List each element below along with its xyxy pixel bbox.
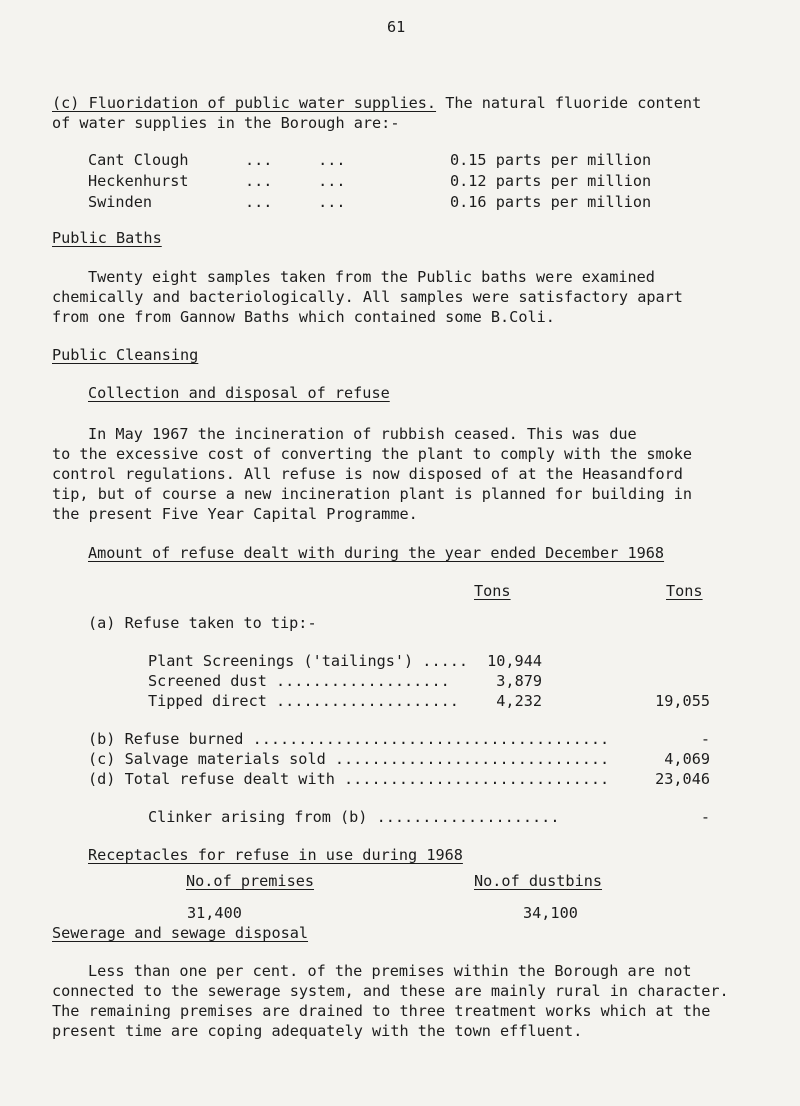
- cleansing-line-5: the present Five Year Capital Programme.: [52, 505, 418, 523]
- fluoride-value-2: 0.12 parts per million: [450, 172, 652, 190]
- fluoridation-heading: (c) Fluoridation of public water supplies.: [52, 94, 437, 112]
- refuse-a-item-2-label: Screened dust ...................: [148, 672, 450, 690]
- receptacles-heading: Receptacles for refuse in use during 1968: [88, 846, 463, 864]
- public-baths-line-3: from one from Gannow Baths which contained some B.Coli.: [52, 308, 555, 326]
- refuse-a-item-3-tons: 4,232: [496, 692, 542, 710]
- refuse-col1-header: Tons: [474, 582, 511, 600]
- fluoride-leader-1: ... ...: [245, 151, 346, 169]
- cleansing-line-4: tip, but of course a new incineration plant is planned for building in: [52, 485, 693, 503]
- cleansing-line-1: In May 1967 the incineration of rubbish ceased. This was due: [88, 425, 637, 443]
- refuse-b-total: -: [700, 730, 710, 748]
- fluoride-value-1: 0.15 parts per million: [450, 151, 652, 169]
- fluoridation-intro-line2: of water supplies in the Borough are:-: [52, 114, 400, 132]
- sewerage-line-4: present time are coping adequately with the town effluent.: [52, 1022, 583, 1040]
- clinker-label: Clinker arising from (b) ....................: [148, 808, 560, 826]
- refuse-a-label: (a) Refuse taken to tip:-: [88, 614, 317, 632]
- refuse-a-item-1-label: Plant Screenings ('tailings') .....: [148, 652, 469, 670]
- refuse-disposal-subheading: Collection and disposal of refuse: [88, 384, 390, 402]
- refuse-b-label: (b) Refuse burned .......................................: [88, 730, 610, 748]
- refuse-a-item-2-tons: 3,879: [496, 672, 542, 690]
- refuse-a-total: 19,055: [655, 692, 710, 710]
- receptacles-col1-header: No.of premises: [186, 872, 315, 890]
- refuse-c-label: (c) Salvage materials sold ..............................: [88, 750, 610, 768]
- public-baths-line-2: chemically and bacteriologically. All samples were satisfactory apart: [52, 288, 683, 306]
- sewerage-heading: Sewerage and sewage disposal: [52, 924, 309, 942]
- fluoride-place-2: Heckenhurst: [88, 172, 189, 190]
- dustbins-count: 34,100: [523, 904, 578, 922]
- sewerage-line-3: The remaining premises are drained to three treatment works which at the: [52, 1002, 711, 1020]
- sewerage-line-2: connected to the sewerage system, and these are mainly rural in character.: [52, 982, 729, 1000]
- fluoridation-intro-rest: The natural fluoride content: [436, 94, 702, 112]
- fluoride-place-3: Swinden: [88, 193, 153, 211]
- refuse-table-heading: Amount of refuse dealt with during the year ended December 1968: [88, 544, 665, 562]
- page-number: 61: [387, 18, 406, 36]
- fluoride-place-1: Cant Clough: [88, 151, 189, 169]
- receptacles-col2-header: No.of dustbins: [474, 872, 603, 890]
- clinker-total: -: [700, 808, 710, 826]
- fluoridation-intro-line1: [52, 94, 701, 113]
- refuse-a-item-1-tons: 10,944: [487, 652, 542, 670]
- cleansing-line-2: to the excessive cost of converting the plant to comply with the smoke: [52, 445, 693, 463]
- premises-count: 31,400: [187, 904, 242, 922]
- public-baths-heading: Public Baths: [52, 229, 162, 247]
- refuse-d-label: (d) Total refuse dealt with .............................: [88, 770, 610, 788]
- fluoride-value-3: 0.16 parts per million: [450, 193, 652, 211]
- fluoride-leader-2: ... ...: [245, 172, 346, 190]
- public-baths-line-1: Twenty eight samples taken from the Public baths were examined: [88, 268, 655, 286]
- fluoride-leader-3: ... ...: [245, 193, 346, 211]
- sewerage-line-1: Less than one per cent. of the premises within the Borough are not: [88, 962, 692, 980]
- cleansing-line-3: control regulations. All refuse is now disposed of at the Heasandford: [52, 465, 683, 483]
- refuse-c-total: 4,069: [664, 750, 710, 768]
- refuse-col2-header: Tons: [666, 582, 703, 600]
- public-cleansing-heading: Public Cleansing: [52, 346, 199, 364]
- refuse-d-total: 23,046: [655, 770, 710, 788]
- refuse-a-item-3-label: Tipped direct ....................: [148, 692, 459, 710]
